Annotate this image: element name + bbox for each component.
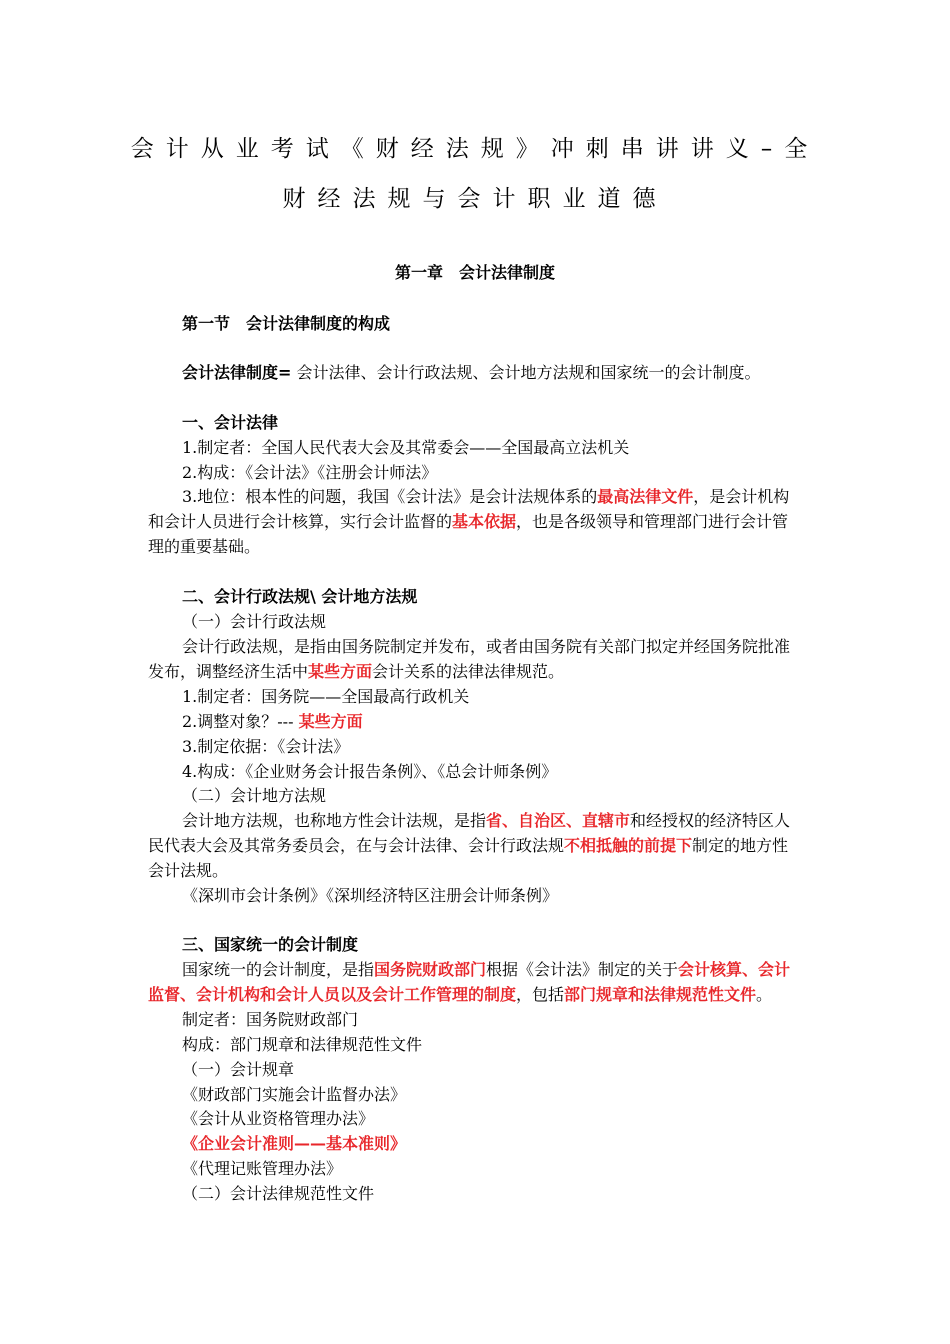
- highlight-regulations: 部门规章和法律规范性文件: [564, 985, 757, 1004]
- part2-item-3: 3.制定依据：《会计法》: [182, 737, 350, 756]
- part1-item-3-text-c: ，也是各级领导和管理部门进行会计管理的重要基础。: [148, 512, 789, 556]
- highlight-certain-aspects: 某些方面: [308, 662, 373, 681]
- part2-item-2: [182, 709, 363, 734]
- part3-maker: 制定者：国务院财政部门: [182, 1010, 359, 1029]
- part2-paragraph-2: [148, 808, 804, 883]
- part3-paragraph: [148, 957, 804, 1007]
- highlight-provinces: 省、自治区、直辖市: [486, 811, 631, 830]
- part3-heading: 三、国家统一的会计制度: [182, 935, 359, 954]
- definition-label: 会计法律制度=: [182, 363, 292, 382]
- part2-paragraph-2-text-a: 会计地方法规，也称地方性会计法规，是指: [182, 811, 487, 830]
- chapter-heading: 第一章 会计法律制度: [394, 263, 555, 282]
- part2-item-2-text: 2.调整对象？---: [182, 712, 299, 731]
- part3-paragraph-text-a: 国家统一的会计制度，是指: [182, 960, 375, 979]
- highlight-finance-department: 国务院财政部门: [374, 960, 487, 979]
- highlight-basic-basis: 基本依据: [452, 512, 517, 531]
- highlight-not-conflicting: 不相抵触的前提下: [564, 836, 693, 855]
- section-heading: 第一节 会计法律制度的构成: [182, 314, 391, 333]
- part2-item-4: 4.构成：《企业财务会计报告条例》、《总会计师条例》: [182, 762, 558, 781]
- part2-paragraph-2-text-c: 制定的地方性会计法规。: [148, 836, 789, 880]
- part1-item-2: 2.构成：《会计法》《注册会计师法》: [182, 463, 438, 482]
- highlight-highest-legal-document: 最高法律文件: [597, 487, 694, 506]
- highlight-certain-aspects-2: 某些方面: [298, 712, 363, 731]
- part2-examples: 《深圳市会计条例》《深圳经济特区注册会计师条例》: [182, 886, 559, 905]
- definition-line: [182, 360, 761, 385]
- part2-paragraph-2-text-b: 和经授权的经济特区人民代表大会及其常务委员会，在与会计法律、会计行政法规: [148, 811, 791, 855]
- part2-item-1: 1.制定者：国务院——全国最高行政机关: [182, 687, 470, 706]
- part3-rule-3: 《企业会计准则——基本准则》: [182, 1134, 407, 1153]
- part3-sub-1: （一）会计规章: [182, 1060, 295, 1079]
- part1-heading: 一、会计法律: [182, 413, 279, 432]
- part2-paragraph-1: [148, 634, 804, 684]
- part3-paragraph-text-c: ，包括: [516, 985, 565, 1004]
- part2-heading: 二、会计行政法规\ 会计地方法规: [182, 587, 418, 606]
- part3-rule-1: 《财政部门实施会计监督办法》: [182, 1085, 407, 1104]
- part3-rule-4: 《代理记账管理办法》: [182, 1159, 343, 1178]
- document-title-line-2: 财经法规与会计职业道德: [282, 186, 668, 212]
- part2-sub-1: （一）会计行政法规: [182, 612, 327, 631]
- part3-paragraph-text-d: 。: [756, 985, 773, 1004]
- definition-text: 会计法律、会计行政法规、会计地方法规和国家统一的会计制度。: [291, 363, 761, 382]
- highlight-accounting-systems: 会计核算、会计监督、会计机构和会计人员以及会计工作管理的制度: [148, 960, 791, 1004]
- document-title-line-1: 会计从业考试《财经法规》冲刺串讲讲义–全: [130, 136, 820, 162]
- part2-paragraph-1-text-b: 会计关系的法律法律规范。: [372, 662, 565, 681]
- part1-item-3-text-a: 3.地位：根本性的问题，我国《会计法》是会计法规体系的: [182, 487, 598, 506]
- part2-sub-2: （二）会计地方法规: [182, 786, 327, 805]
- part2-paragraph-1-text-a: 会计行政法规，是指由国务院制定并发布，或者由国务院有关部门拟定并经国务院批准发布，调整经济生活中: [148, 637, 791, 681]
- part1-item-3: [148, 484, 804, 559]
- part3-rule-2: 《会计从业资格管理办法》: [182, 1109, 375, 1128]
- part1-item-1: 1.制定者：全国人民代表大会及其常委会——全国最高立法机关: [182, 438, 630, 457]
- part1-item-3-text-b: ，是会计机构和会计人员进行会计核算，实行会计监督的: [148, 487, 790, 531]
- part3-sub-2: （二）会计法律规范性文件: [182, 1184, 375, 1203]
- part3-paragraph-text-b: 根据《会计法》制定的关于: [486, 960, 679, 979]
- part3-composition: 构成：部门规章和法律规范性文件: [182, 1035, 423, 1054]
